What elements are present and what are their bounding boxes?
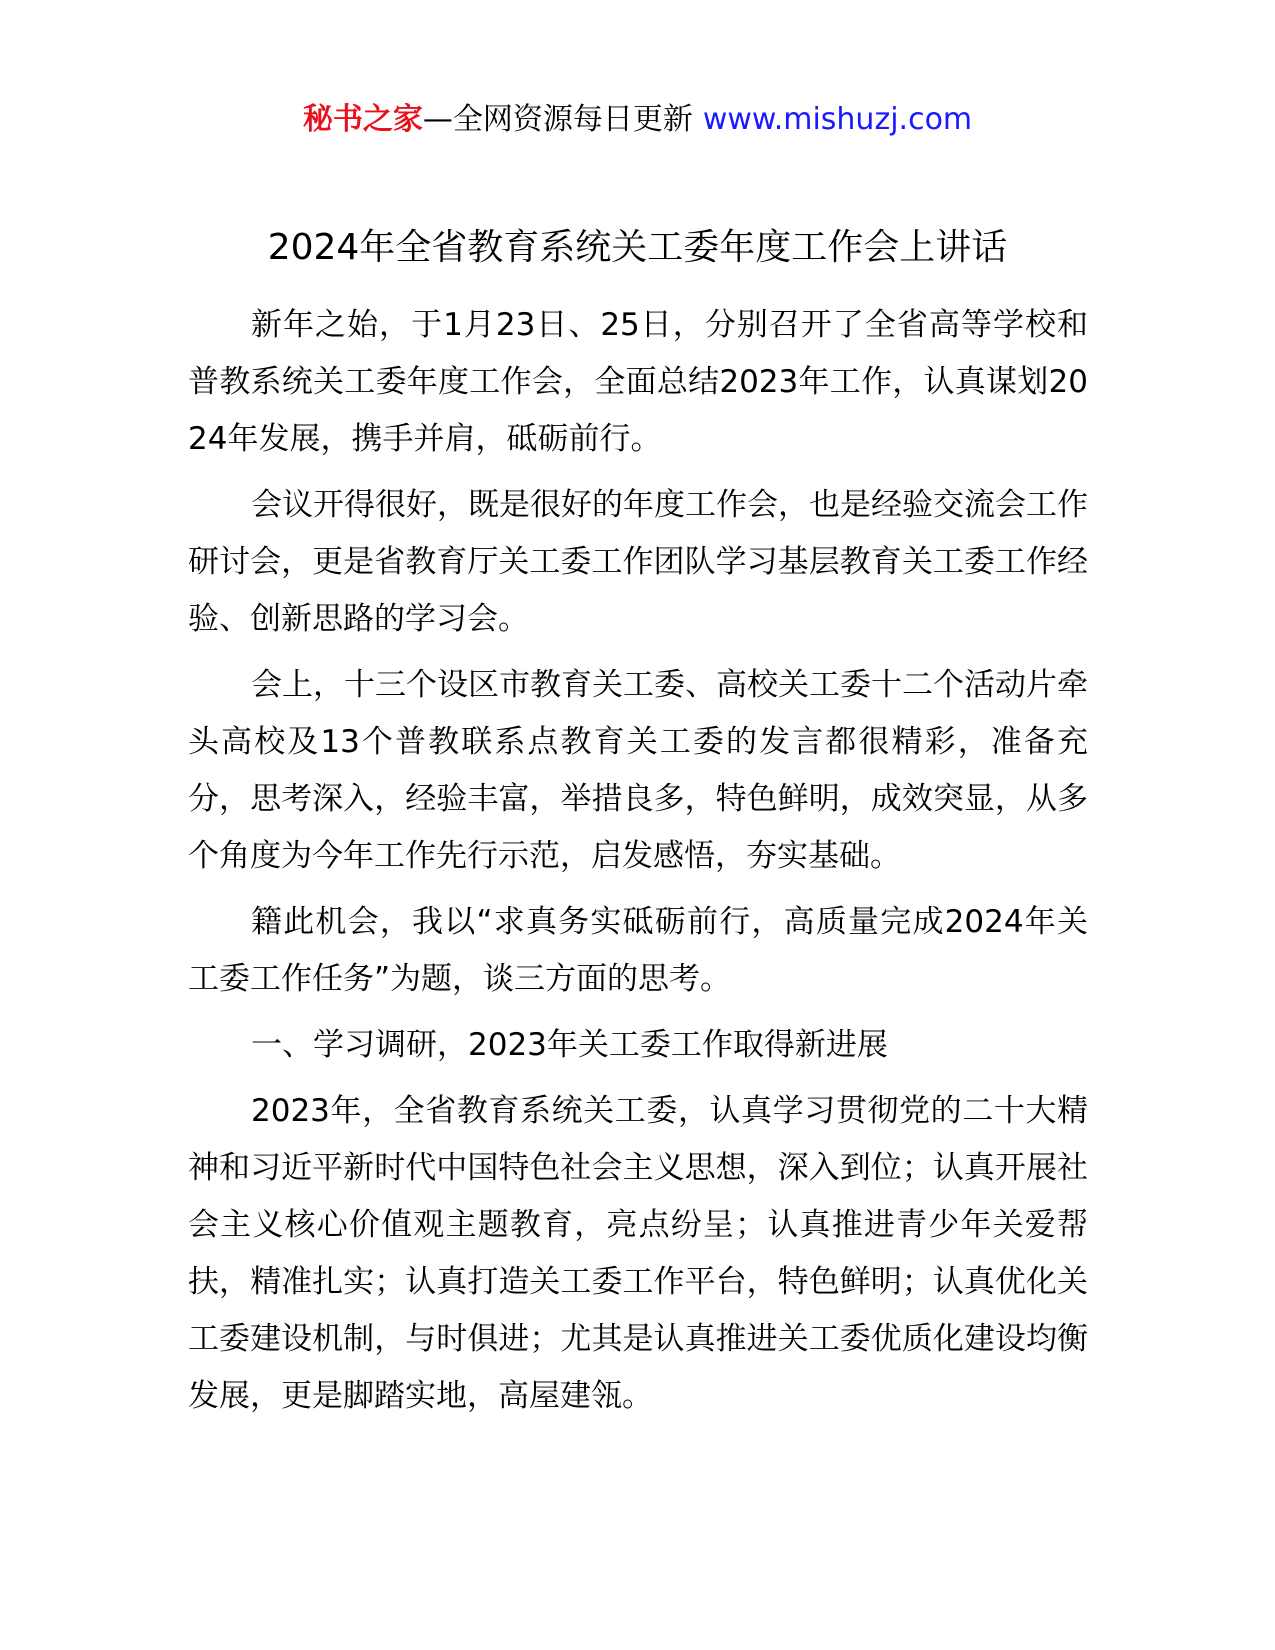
section-heading-1: 一、学习调研，2023年关工委工作取得新进展 xyxy=(251,1027,888,1063)
site-tagline: —全网资源每日更新 xyxy=(422,102,693,137)
document-title: 2024年全省教育系统关工委年度工作会上讲话 xyxy=(267,227,1008,268)
paragraph-1: 新年之始，于1月23日、25日，分别召开了全省高等学校和普教系统关工委年度工作会，全面总结2023年工作，认真谋划2024年发展，携手并肩，砥砺前行。 xyxy=(188,307,1088,457)
paragraph-2: 会议开得很好，既是很好的年度工作会，也是经验交流会工作研讨会，更是省教育厅关工委工作团队学习基层教育关工委工作经验、创新思路的学习会。 xyxy=(188,487,1088,637)
paragraph-4: 籍此机会，我以“求真务实砥砺前行，高质量完成2024年关工委工作任务”为题，谈三方面的思考。 xyxy=(188,904,1088,997)
site-brand: 秘书之家 xyxy=(302,102,423,137)
section-paragraph-1: 2023年，全省教育系统关工委，认真学习贯彻党的二十大精神和习近平新时代中国特色社会主义思想，深入到位；认真开展社会主义核心价值观主题教育，亮点纷呈；认真推进青少年关爱帮扶，精准扎实；认真打造关工委工作平台，特色鲜明；认真优化关工委建设机制，与时俱进；尤其是认真推进关工委优质化建设均衡发展，更是脚踏实地，高屋建瓴。 xyxy=(188,1093,1088,1414)
site-url-link[interactable]: www.mishuzj.com xyxy=(702,102,973,137)
document-body xyxy=(188,297,1088,1434)
site-header xyxy=(0,98,1275,142)
paragraph-3: 会上，十三个设区市教育关工委、高校关工委十二个活动片牵头高校及13个普教联系点教育关工委的发言都很精彩，准备充分，思考深入，经验丰富，举措良多，特色鲜明，成效突显，从多个角度为今年工作先行示范，启发感悟，夯实基础。 xyxy=(188,667,1088,874)
